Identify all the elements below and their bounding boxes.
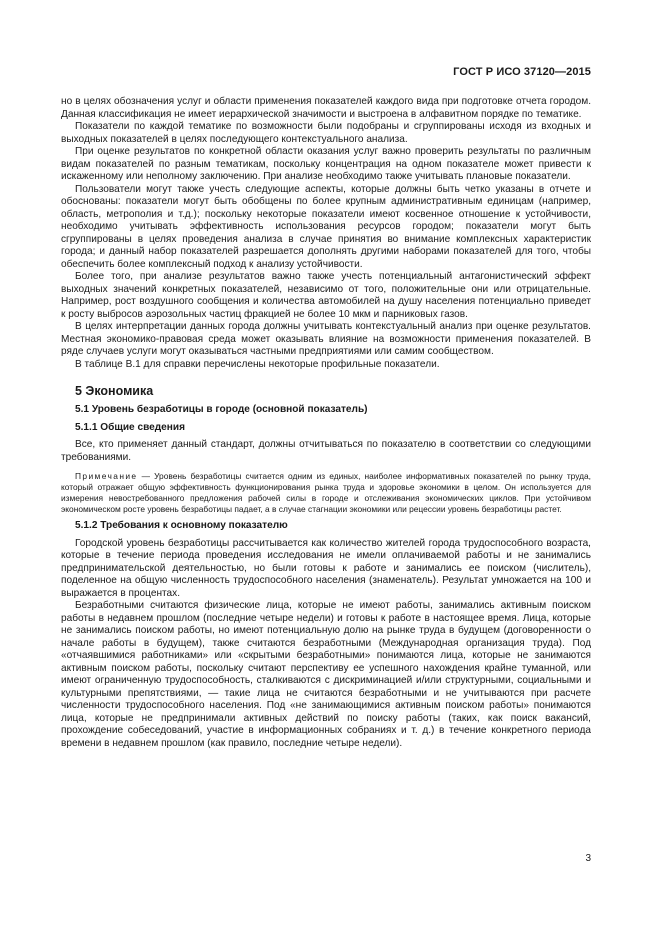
paragraph: Все, кто применяет данный стандарт, должны отчитываться по показателю в соответствии со следующими требованиями. xyxy=(61,439,591,463)
section-heading-5-1: 5.1 Уровень безработицы в городе (основной показатель) xyxy=(75,404,368,415)
paragraph: Пользователи могут также учесть следующие аспекты, которые должны быть четко указаны в отчете и обоснованы: показатели могут быть обобщены по более крупным административным единицам (например, область, метрополия и т.д.); поскольку некоторые показатели имеют косвенное отношение к устойчивости, необходимо учитывать эффективность использования ресурсов городом; показатели могут быть сгруппированы в целях проведения анализа в случае принятия во внимание комплексных характеристик города; и данный набор показателей разрешается дополнять другими наборами показателей для того, чтобы обеспечить более комплексный подход к анализу устойчивости. xyxy=(61,183,591,270)
section-heading-5-1-2: 5.1.2 Требования к основному показателю xyxy=(75,520,288,531)
paragraph: Показатели по каждой тематике по возможности были подобраны и сгруппированы исходя из входных и выходных показателей в целях последующего контекстуального анализа. xyxy=(61,121,591,145)
note-label: Примечание xyxy=(75,471,138,481)
paragraph: Более того, при анализе результатов важно также учесть потенциальный антагонистический эффект выходных значений конкретных показателей, независимо от того, положительные они или отрицательные. Например, рост воздушного сообщения и количества автомобилей на душу населения потенциально приведет к росту выбросов аэрозольных частиц фракцией не более 10 мкм и парниковых газов. xyxy=(61,271,591,320)
standard-header: ГОСТ Р ИСО 37120—2015 xyxy=(453,66,591,78)
section-heading-5: 5 Экономика xyxy=(75,384,154,398)
page-number: 3 xyxy=(585,853,591,864)
paragraph: В целях интерпретации данных города должны учитывать контекстуальный анализ при оценке результатов. Местная экономико-правовая среда может оказывать влияние на возможности применения показателей. В ряде случаев услуги могут оказываться частными предприятиями или самим сообществом. xyxy=(61,321,591,357)
note-text: — Уровень безработицы считается одним из единых, наиболее информативных показателей по рынку труда, который отражает общую эффективность функционирования рынка труда и здоровье экономики в целом. Он используется для измерения невостребованного предложения рабочей силы в городе и отслеживания экономических циклов. При устойчивом экономическом росте уровень безработицы падает, а в случае стагнации экономики или рецессии уровень безработицы растет. xyxy=(61,471,591,514)
page-content xyxy=(61,96,591,750)
paragraph: В таблице В.1 для справки перечислены некоторые профильные показатели. xyxy=(75,358,440,370)
section-heading-5-1-1: 5.1.1 Общие сведения xyxy=(75,421,185,433)
paragraph: При оценке результатов по конкретной области оказания услуг важно проверить результаты по различным видам показателей по разным тематикам, поскольку концентрация на одном показателе может привести к искаженному или неполному заключению. При анализе необходимо также учитывать плановые показатели. xyxy=(61,146,591,182)
note-block xyxy=(61,471,591,515)
paragraph-continuation: но в целях обозначения услуг и области применения показателей каждого вида при подготовке отчета городом. Данная классификация не имеет иерархической значимости и выстроена в алфавитном порядке по тематике. xyxy=(61,96,591,120)
paragraph: Безработными считаются физические лица, которые не имеют работы, занимались активным поиском работы в недавнем прошлом (последние четыре недели) и готовы к работе в настоящее время. Лица, которые не занимались поиском работы, но имеют потенциальную долю на рынке труда в будущем (договоренности о начале работы в будущем), также считаются безработными (Международная организация труда). Под «отчаявшимися работниками» или «скрытыми безработными» понимаются лица, которые не занимаются активным поиском работы, поскольку считают перспективу ее успешного нахождения крайне туманной, или имеют ограниченную трудоспособность, сталкиваются с дискриминацией и/или структурными, социальными и культурными препятствиями, — такие лица не считаются безработными и не учитываются при расчете численности трудоспособного населения. Под «не занимающимися активным поиском работы» понимаются лица, которые не предпринимали активных действий по поиску работы (таких, как поиск вакансий, прохождение собеседований, участие в информационных собраниях и т. д.) в течение конкретного периода времени в недавнем прошлом (как правило, последние четыре недели). xyxy=(61,600,591,749)
paragraph: Городской уровень безработицы рассчитывается как количество жителей города трудоспособного возраста, которые в течение периода проведения исследования не имели оплачиваемой работы и не занимались предпринимательской деятельностью, но были готовы к работе и занимались ее поиском (числитель), поделенное на общую численность трудоспособного населения (знаменатель). Результат умножается на 100 и выражается в процентах. xyxy=(61,537,591,599)
